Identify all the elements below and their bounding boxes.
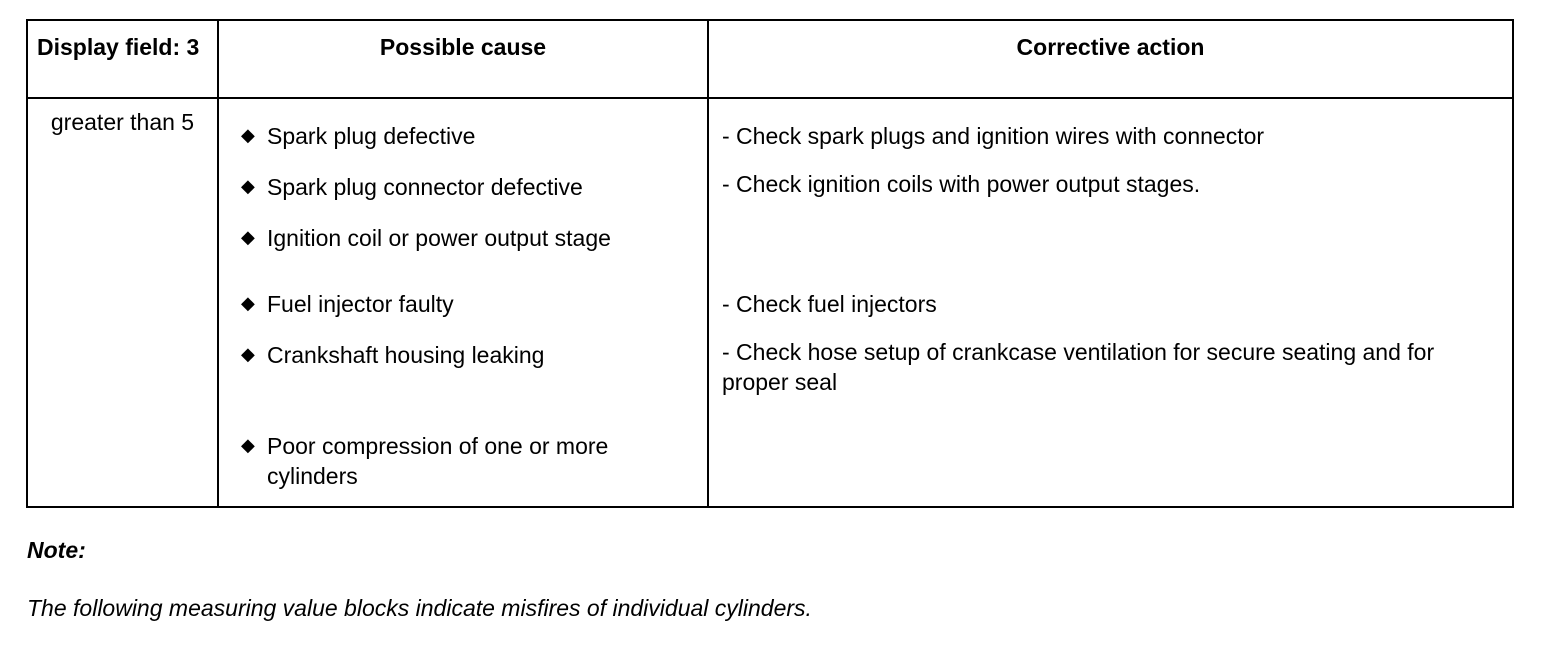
diamond-bullet-icon: ◆ (241, 227, 255, 247)
action-item: - Check spark plugs and ignition wires with connector (722, 123, 1265, 149)
action-item: - Check ignition coils with power output stages. (722, 171, 1201, 197)
display-value-cell (27, 98, 218, 507)
diamond-bullet-icon: ◆ (241, 344, 255, 364)
corrective-action-cell (708, 98, 1513, 507)
cause-text: Ignition coil or power output stage (267, 225, 611, 251)
diamond-bullet-icon: ◆ (241, 125, 255, 145)
display-value: greater than 5 (50, 109, 195, 135)
cause-item (241, 431, 701, 491)
cause-text: Crankshaft housing leaking (267, 342, 545, 368)
cause-text: Fuel injector faulty (267, 291, 454, 317)
cause-item (241, 121, 701, 151)
cause-item (241, 223, 701, 253)
note-label: Note: (27, 537, 86, 563)
diamond-bullet-icon: ◆ (241, 176, 255, 196)
cause-item (241, 172, 701, 202)
table-header-row (27, 20, 1513, 98)
diagnostic-table (26, 19, 1514, 508)
header-corrective-action: Corrective action (708, 20, 1513, 98)
header-display-field: Display field: 3 (27, 20, 218, 98)
diamond-bullet-icon: ◆ (241, 435, 255, 455)
diamond-bullet-icon: ◆ (241, 293, 255, 313)
action-item: - Check hose setup of crankcase ventilation for secure seating and for proper seal (722, 339, 1435, 395)
cause-item (241, 340, 701, 370)
header-possible-cause: Possible cause (218, 20, 708, 98)
cause-text: Spark plug defective (267, 123, 476, 149)
cause-text: Poor compression of one or more cylinders (267, 433, 609, 489)
cause-text: Spark plug connector defective (267, 174, 583, 200)
cause-item (241, 289, 701, 319)
note-text: The following measuring value blocks indicate misfires of individual cylinders. (27, 595, 812, 621)
action-item: - Check fuel injectors (722, 291, 937, 317)
table-row (27, 98, 1513, 507)
possible-cause-cell (218, 98, 708, 507)
